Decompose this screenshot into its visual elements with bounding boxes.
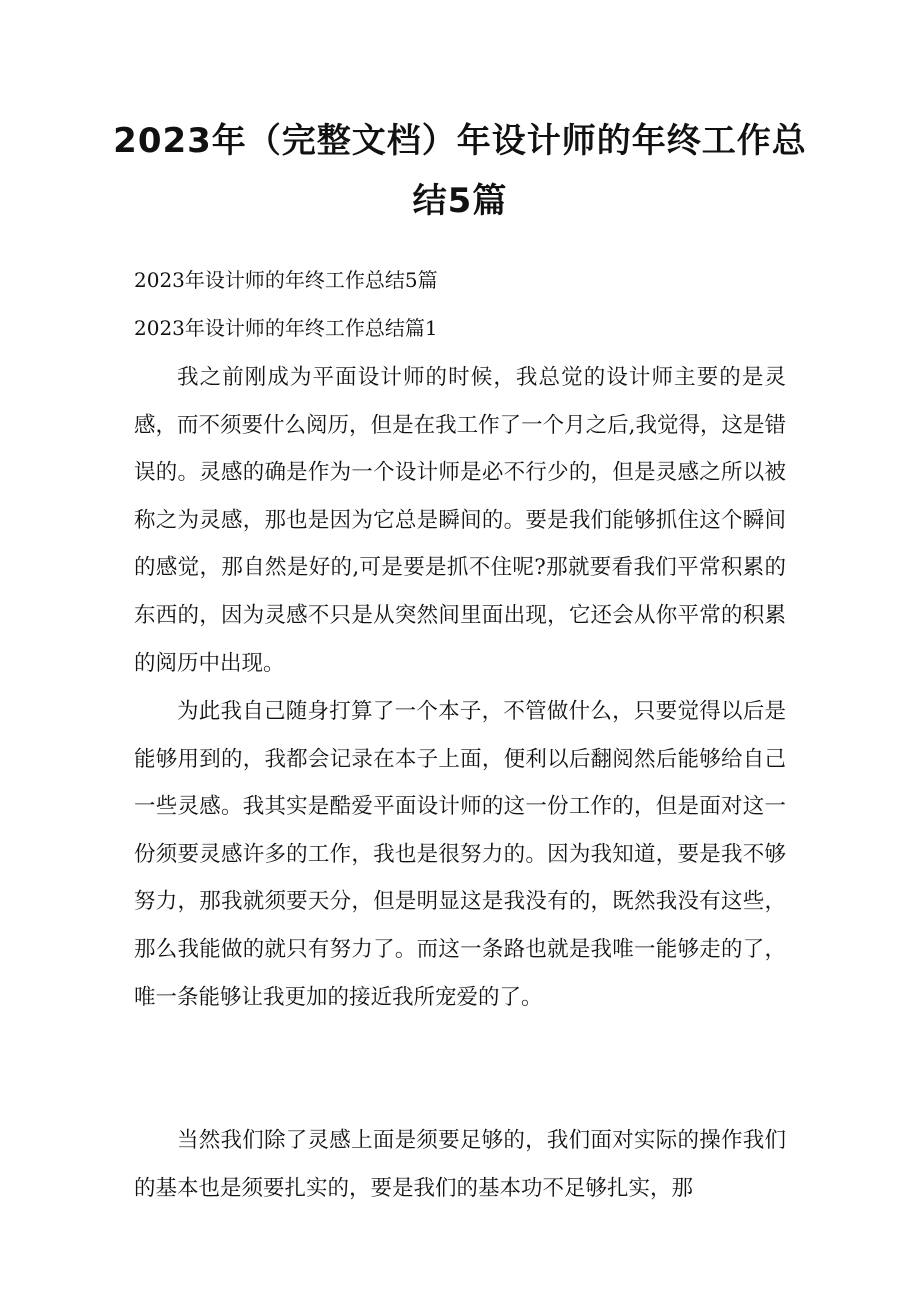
subheading-article-1: 2023年设计师的年终工作总结篇1 — [134, 316, 438, 340]
subheading-collection: 2023年设计师的年终工作总结5篇 — [134, 268, 438, 292]
body-paragraph-1: 我之前刚成为平面设计师的时候，我总觉的设计师主要的是灵感，而不须要什么阅历，但是在我工作了一个月之后,我觉得，这是错误的。灵感的确是作为一个设计师是必不行少的，但是灵感之所以被称之为灵感，那也是因为它总是瞬间的。要是我们能够抓住这个瞬间的感觉，那自然是好的,可是要是抓不住呢?那就要看我们平常积累的东西的，因为灵感不只是从突然间里面出现，它还会从你平常的积累的阅历中出现。 — [134, 365, 786, 676]
document-title-line-2: 结5篇 — [412, 181, 508, 221]
body-paragraph-2: 为此我自己随身打算了一个本子，不管做什么，只要觉得以后是能够用到的，我都会记录在本子上面，便利以后翻阅然后能够给自己一些灵感。我其实是酷爱平面设计师的这一份工作的，但是面对这一份须要灵感许多的工作，我也是很努力的。因为我知道，要是我不够努力，那我就须要天分，但是明显这是我没有的，既然我没有这些，那么我能做的就只有努力了。而这一条路也就是我唯一能够走的了，唯一条能够让我更加的接近我所宠爱的了。 — [134, 699, 786, 1010]
document-title-line-1: 2023年（完整文档）年设计师的年终工作总 — [113, 121, 807, 161]
body-paragraph-3: 当然我们除了灵感上面是须要足够的，我们面对实际的操作我们的基本也是须要扎实的，要是我们的基本功不足够扎实，那 — [134, 1128, 786, 1201]
